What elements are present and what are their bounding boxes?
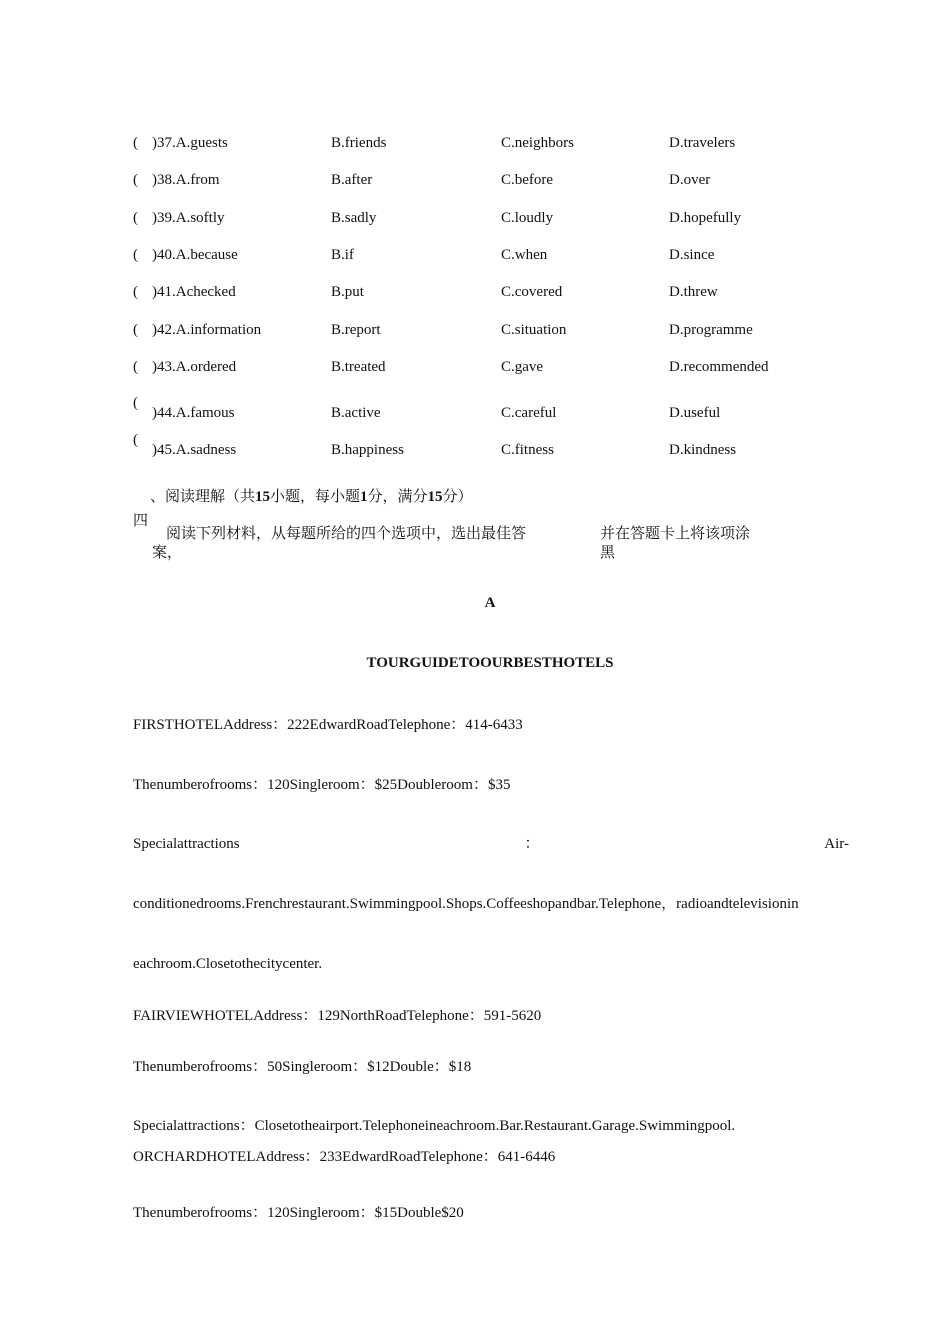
attractions-colon: ： [524,836,540,852]
answer-paren: ( [133,359,138,375]
question-row-37 [0,134,950,154]
hotel-first-address: FIRSTHOTELAddress：222EdwardRoadTelephone：414-6433 [133,717,523,733]
option-b: B.friends [331,135,387,151]
option-d: D.travelers [669,135,736,151]
question-row-38 [0,171,950,191]
heading-each: 1 [360,489,368,505]
instruction-right-line1: 并在答题卡上将该项涂 [600,524,751,542]
option-b: B.after [331,172,373,188]
answer-paren: ( [133,172,138,188]
attractions-label: Specialattractions [133,836,240,852]
option-c: C.fitness [501,442,554,458]
section-number: 四 [133,511,149,529]
option-b: B.report [331,322,381,338]
heading-mid1: 小题，每小题 [270,487,361,505]
option-a: )39.A.softly [152,210,225,226]
answer-paren: ( [133,395,138,411]
question-row-39 [0,209,950,229]
option-b: B.active [331,405,381,421]
heading-suffix: 分） [442,487,473,505]
passage-label: A [484,595,496,611]
answer-paren: ( [133,247,138,263]
hotel-fairview-address: FAIRVIEWHOTELAddress：129NorthRoadTelephone：591-5620 [133,1008,542,1024]
option-c: C.careful [501,405,557,421]
option-a: )40.A.because [152,247,238,263]
option-b: B.if [331,247,354,263]
option-a: )37.A.guests [152,135,228,151]
option-c: C.loudly [501,210,554,226]
hotel-first-attractions-line [133,835,849,853]
hotel-first-rooms: Thenumberofrooms：120Singleroom：$25Doubleroom：$35 [133,777,511,793]
option-b: B.treated [331,359,386,375]
heading-prefix: 、阅读理解（共 [150,487,256,505]
answer-paren: ( [133,432,138,448]
question-row-45 [0,432,950,461]
question-row-42 [0,321,950,341]
option-d: D.since [669,247,715,263]
option-c: C.gave [501,359,544,375]
hotel-orchard-address: ORCHARDHOTELAddress：233EdwardRoadTelephone：641-6446 [133,1149,556,1165]
option-a: )38.A.from [152,172,220,188]
option-b: B.sadly [331,210,377,226]
question-row-40 [0,246,950,266]
answer-paren: ( [133,135,138,151]
option-c: C.before [501,172,554,188]
option-d: D.hopefully [669,210,742,226]
option-d: D.kindness [669,442,737,458]
option-d: D.programme [669,322,753,338]
answer-paren: ( [133,210,138,226]
option-b: B.put [331,284,364,300]
option-b: B.happiness [331,442,404,458]
option-c: C.situation [501,322,567,338]
attractions-start: Air- [824,836,849,852]
hotel-fairview-attractions: Specialattractions：Closetotheairport.Telephoneineachroom.Bar.Restaurant.Garage.Swimmingpool. [133,1118,736,1134]
option-c: C.when [501,247,548,263]
question-row-43 [0,358,950,378]
answer-paren: ( [133,284,138,300]
hotel-orchard-rooms: Thenumberofrooms：120Singleroom：$15Double$20 [133,1205,464,1221]
option-d: D.useful [669,405,721,421]
option-d: D.over [669,172,711,188]
hotel-first-attractions-cont: conditionedrooms.Frenchrestaurant.Swimmingpool.Shops.Coffeeshopandbar.Telephone，radioandtelevisionin [133,896,799,912]
option-d: D.threw [669,284,718,300]
instruction-left-line2: 案， [152,543,183,561]
heading-mid2: 分，满分 [367,487,428,505]
option-a: )45.A.sadness [152,442,237,458]
question-row-44 [0,395,950,424]
option-a: )41.Achecked [152,284,236,300]
hotel-fairview-rooms: Thenumberofrooms：50Singleroom：$12Double：$18 [133,1059,472,1075]
question-row-41 [0,283,950,303]
section-heading [150,487,473,506]
option-c: C.neighbors [501,135,574,151]
instruction-left-line1: 阅读下列材料，从每题所给的四个选项中，选出最佳答 [166,524,527,542]
option-a: )44.A.famous [152,405,235,421]
instruction-right-line2: 黑 [600,543,616,561]
passage-title: TOURGUIDETOOURBESTHOTELS [366,655,614,671]
option-a: )42.A.information [152,322,262,338]
heading-count: 15 [255,489,271,505]
option-d: D.recommended [669,359,769,375]
option-a: )43.A.ordered [152,359,237,375]
answer-paren: ( [133,322,138,338]
hotel-first-attractions-end: eachroom.Closetothecitycenter. [133,956,323,972]
heading-total: 15 [427,489,443,505]
option-c: C.covered [501,284,563,300]
